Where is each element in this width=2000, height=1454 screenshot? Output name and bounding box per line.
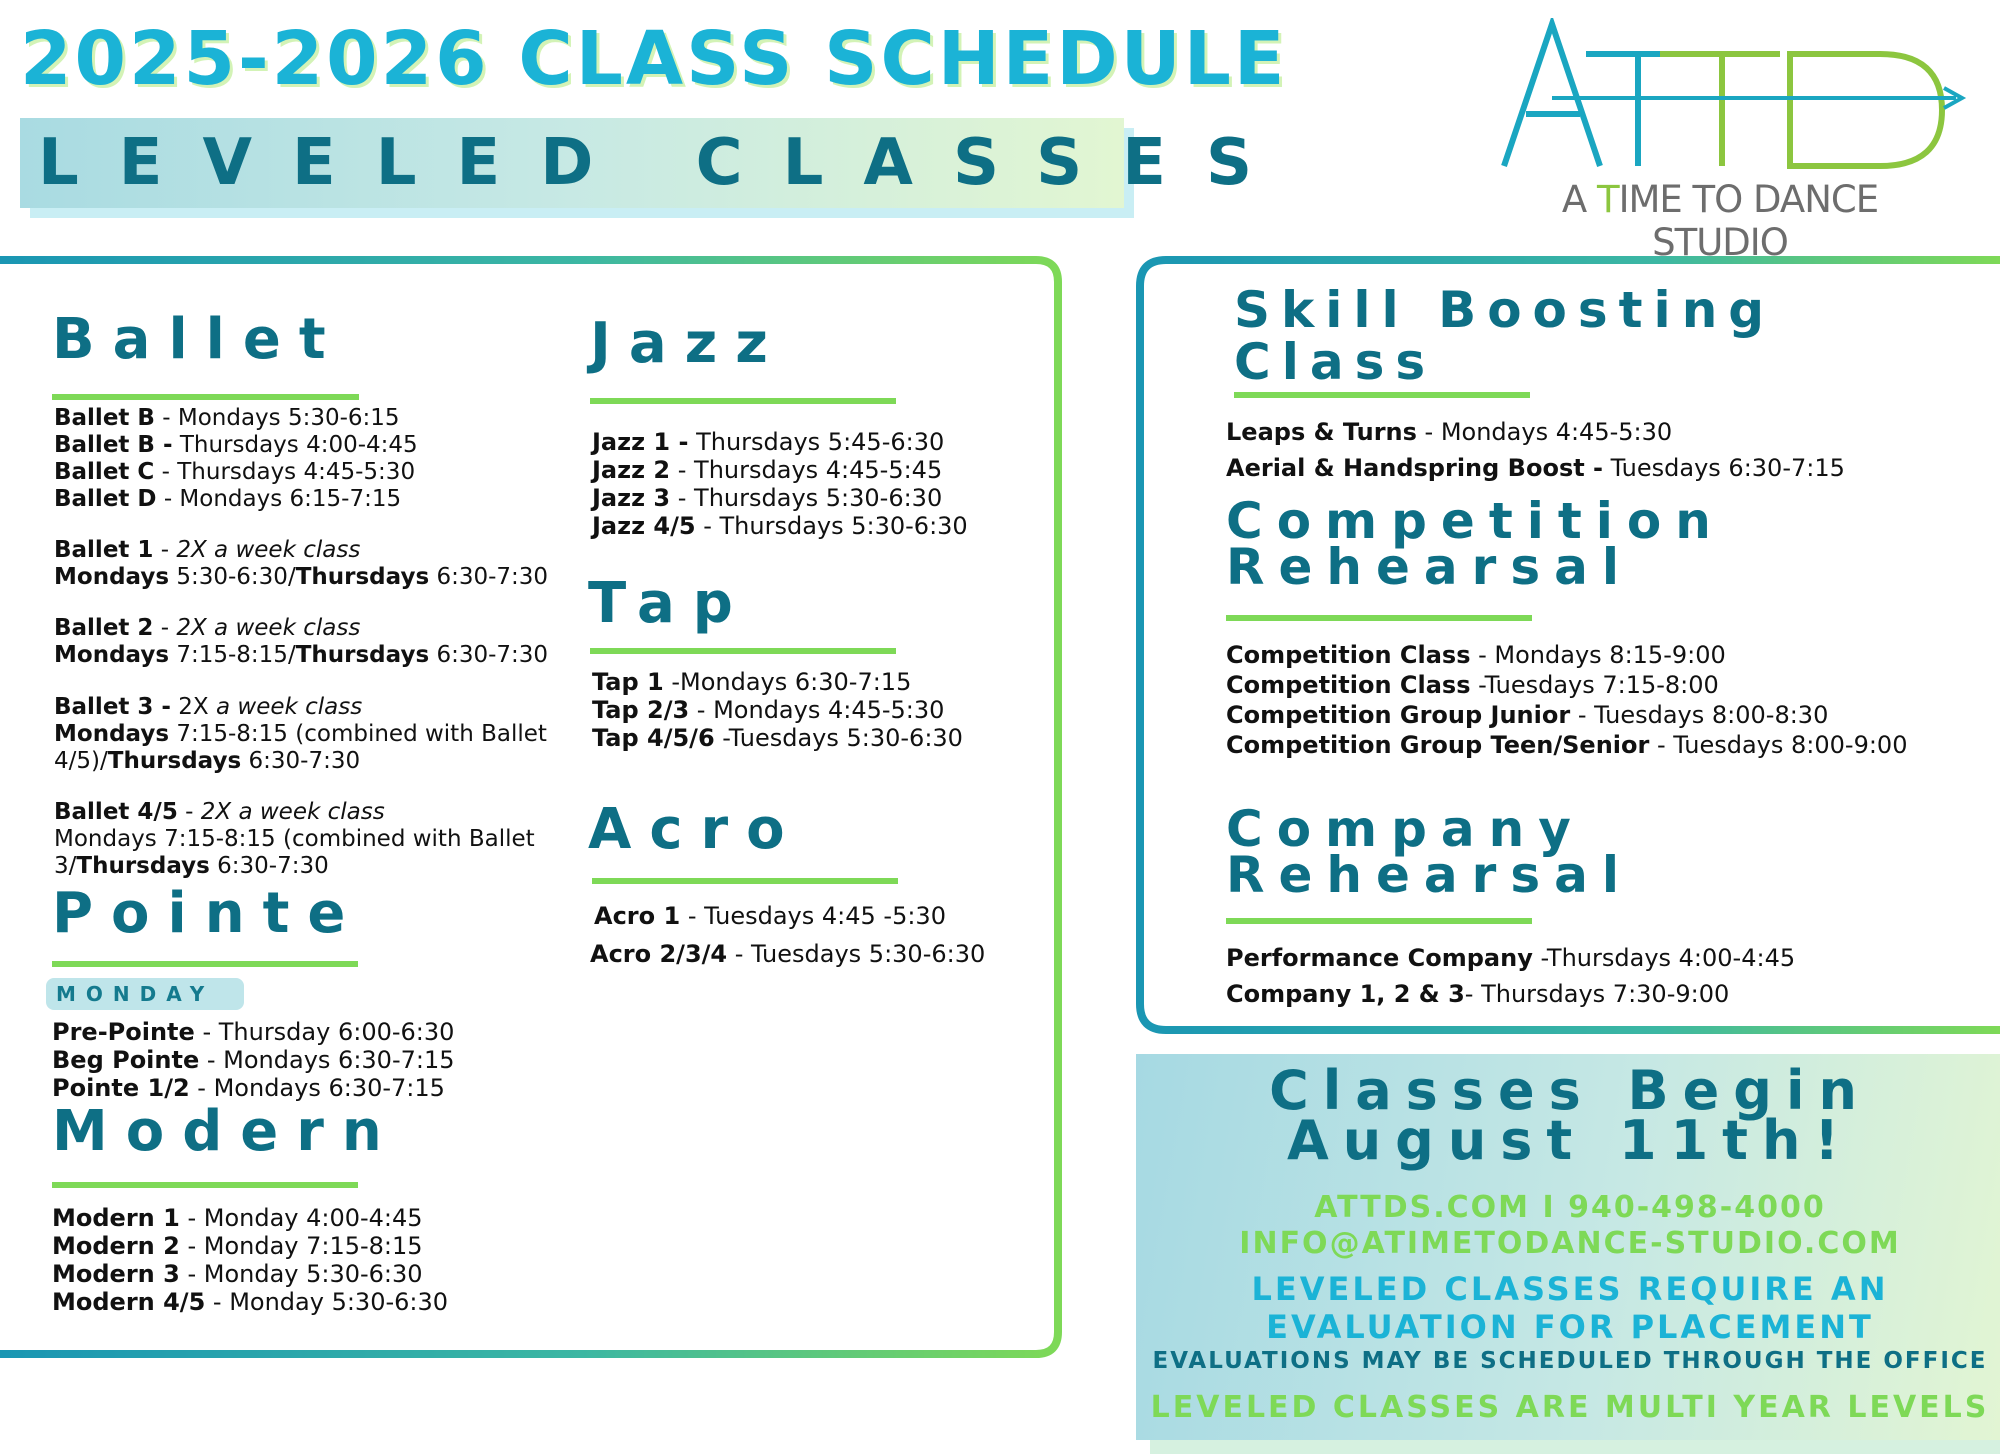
list-item: Leaps & Turns - Mondays 4:45-5:30 bbox=[1226, 418, 1673, 446]
page-title: 2025-2026 CLASS SCHEDULE bbox=[20, 16, 1288, 102]
list-item: Tap 1 -Mondays 6:30-7:15 bbox=[592, 668, 912, 696]
list-item: Modern 2 - Monday 7:15-8:15 bbox=[52, 1232, 423, 1260]
company-underline bbox=[1226, 918, 1532, 924]
acro-item-1 bbox=[594, 902, 946, 930]
modern-heading: Modern bbox=[52, 1099, 400, 1164]
list-item: Jazz 4/5 - Thursdays 5:30-6:30 bbox=[592, 512, 968, 540]
jazz-list bbox=[592, 428, 968, 540]
list-item: Pointe 1/2 - Mondays 6:30-7:15 bbox=[52, 1074, 445, 1102]
pointe-list bbox=[52, 1018, 455, 1102]
skill-boosting-heading: Skill Boosting Class bbox=[1234, 281, 1776, 391]
list-item: Competition Group Junior - Tuesdays 8:00-8:30 bbox=[1226, 701, 1829, 729]
list-item: Jazz 3 - Thursdays 5:30-6:30 bbox=[592, 484, 943, 512]
pointe-underline bbox=[52, 961, 358, 967]
list-item: Competition Group Teen/Senior - Tuesdays 8:00-9:00 bbox=[1226, 731, 1908, 759]
ballet-list bbox=[54, 405, 418, 513]
list-item: Acro 1 - Tuesdays 4:45 -5:30 bbox=[594, 902, 946, 930]
acro-underline bbox=[592, 878, 898, 884]
ballet-4-5-block: Ballet 4/5 - 2X a week class Mondays 7:15-8:15 (combined with Ballet 3/Thursdays 6:30-7:30 bbox=[54, 799, 535, 879]
modern-underline bbox=[52, 1182, 358, 1188]
list-item: Ballet B - Mondays 5:30-6:15 bbox=[54, 405, 400, 431]
jazz-heading: Jazz bbox=[590, 311, 786, 376]
list-item: Modern 3 - Monday 5:30-6:30 bbox=[52, 1260, 423, 1288]
skill-underline bbox=[1234, 392, 1530, 398]
email-address: INFO@ATIMETODANCE-STUDIO.COM bbox=[1239, 1226, 1901, 1261]
classes-begin-heading: Classes Begin August 11th! bbox=[1269, 1059, 1871, 1172]
list-item: Modern 4/5 - Monday 5:30-6:30 bbox=[52, 1288, 449, 1316]
studio-name: A TIME TO DANCE STUDIO bbox=[1561, 178, 1879, 264]
logo-letter-d-icon bbox=[1790, 54, 1942, 166]
list-item: Pre-Pointe - Thursday 6:00-6:30 bbox=[52, 1018, 455, 1046]
tap-heading: Tap bbox=[588, 571, 751, 636]
list-item: Jazz 1 - Thursdays 5:45-6:30 bbox=[592, 428, 945, 456]
list-item: Tap 4/5/6 -Tuesdays 5:30-6:30 bbox=[592, 724, 963, 752]
jazz-underline bbox=[590, 398, 896, 404]
list-item: Beg Pointe - Mondays 6:30-7:15 bbox=[52, 1046, 455, 1074]
list-item: Tap 2/3 - Mondays 4:45-5:30 bbox=[592, 696, 945, 724]
list-item: Acro 2/3/4 - Tuesdays 5:30-6:30 bbox=[590, 940, 986, 968]
competition-underline bbox=[1226, 615, 1532, 621]
evaluation-note-line1: LEVELED CLASSES REQUIRE AN bbox=[1251, 1270, 1889, 1308]
studio-name-t: T bbox=[1596, 178, 1619, 221]
competition-heading: Competition Rehearsal bbox=[1226, 492, 1725, 596]
website-phone: ATTDS.COM I 940-498-4000 bbox=[1314, 1190, 1826, 1225]
tap-list bbox=[592, 668, 963, 752]
ballet-heading: Ballet bbox=[52, 307, 344, 372]
list-item: Jazz 2 - Thursdays 4:45-5:45 bbox=[592, 456, 943, 484]
ballet-2-block: Ballet 2 - 2X a week class Mondays 7:15-8:15/Thursdays 6:30-7:30 bbox=[54, 615, 549, 668]
multi-year-note: LEVELED CLASSES ARE MULTI YEAR LEVELS bbox=[1150, 1390, 1990, 1425]
pointe-day-badge: MONDAY bbox=[46, 978, 244, 1010]
list-item: Ballet D - Mondays 6:15-7:15 bbox=[54, 486, 402, 512]
logo-letter-a-icon bbox=[1504, 24, 1600, 166]
pointe-heading: Pointe bbox=[52, 881, 364, 946]
acro-heading: Acro bbox=[588, 797, 803, 862]
tap-underline bbox=[590, 648, 896, 654]
list-item: Aerial & Handspring Boost - Tuesdays 6:30-7:15 bbox=[1226, 454, 1845, 482]
competition-list bbox=[1226, 640, 1907, 760]
list-item: Modern 1 - Monday 4:00-4:45 bbox=[52, 1204, 423, 1232]
list-item: Competition Class - Mondays 8:15-9:00 bbox=[1226, 641, 1726, 669]
list-item: Performance Company -Thursdays 4:00-4:45 bbox=[1226, 944, 1796, 972]
skill-list bbox=[1226, 414, 1845, 486]
list-item: Ballet C - Thursdays 4:45-5:30 bbox=[54, 459, 416, 485]
list-item: Company 1, 2 & 3- Thursdays 7:30-9:00 bbox=[1226, 980, 1730, 1008]
ballet-1-block: Ballet 1 - 2X a week class Mondays 5:30-6:30/Thursdays 6:30-7:30 bbox=[54, 537, 549, 590]
office-note: EVALUATIONS MAY BE SCHEDULED THROUGH THE OFFICE bbox=[1152, 1348, 1988, 1374]
company-list bbox=[1226, 940, 1795, 1012]
ballet-underline bbox=[52, 394, 359, 400]
page-subtitle: LEVELED CLASSES bbox=[38, 126, 1293, 200]
company-heading: Company Rehearsal bbox=[1226, 800, 1633, 904]
evaluation-note-line2: EVALUATION FOR PLACEMENT bbox=[1266, 1308, 1874, 1346]
list-item: Ballet B - Thursdays 4:00-4:45 bbox=[54, 432, 418, 458]
modern-list bbox=[52, 1204, 448, 1316]
acro-item-2 bbox=[590, 940, 985, 968]
list-item: Competition Class -Tuesdays 7:15-8:00 bbox=[1226, 671, 1719, 699]
ballet-3-block: Ballet 3 - 2X a week class Mondays 7:15-8:15 (combined with Ballet 4/5)/Thursdays 6:30-7:30 bbox=[54, 694, 547, 774]
